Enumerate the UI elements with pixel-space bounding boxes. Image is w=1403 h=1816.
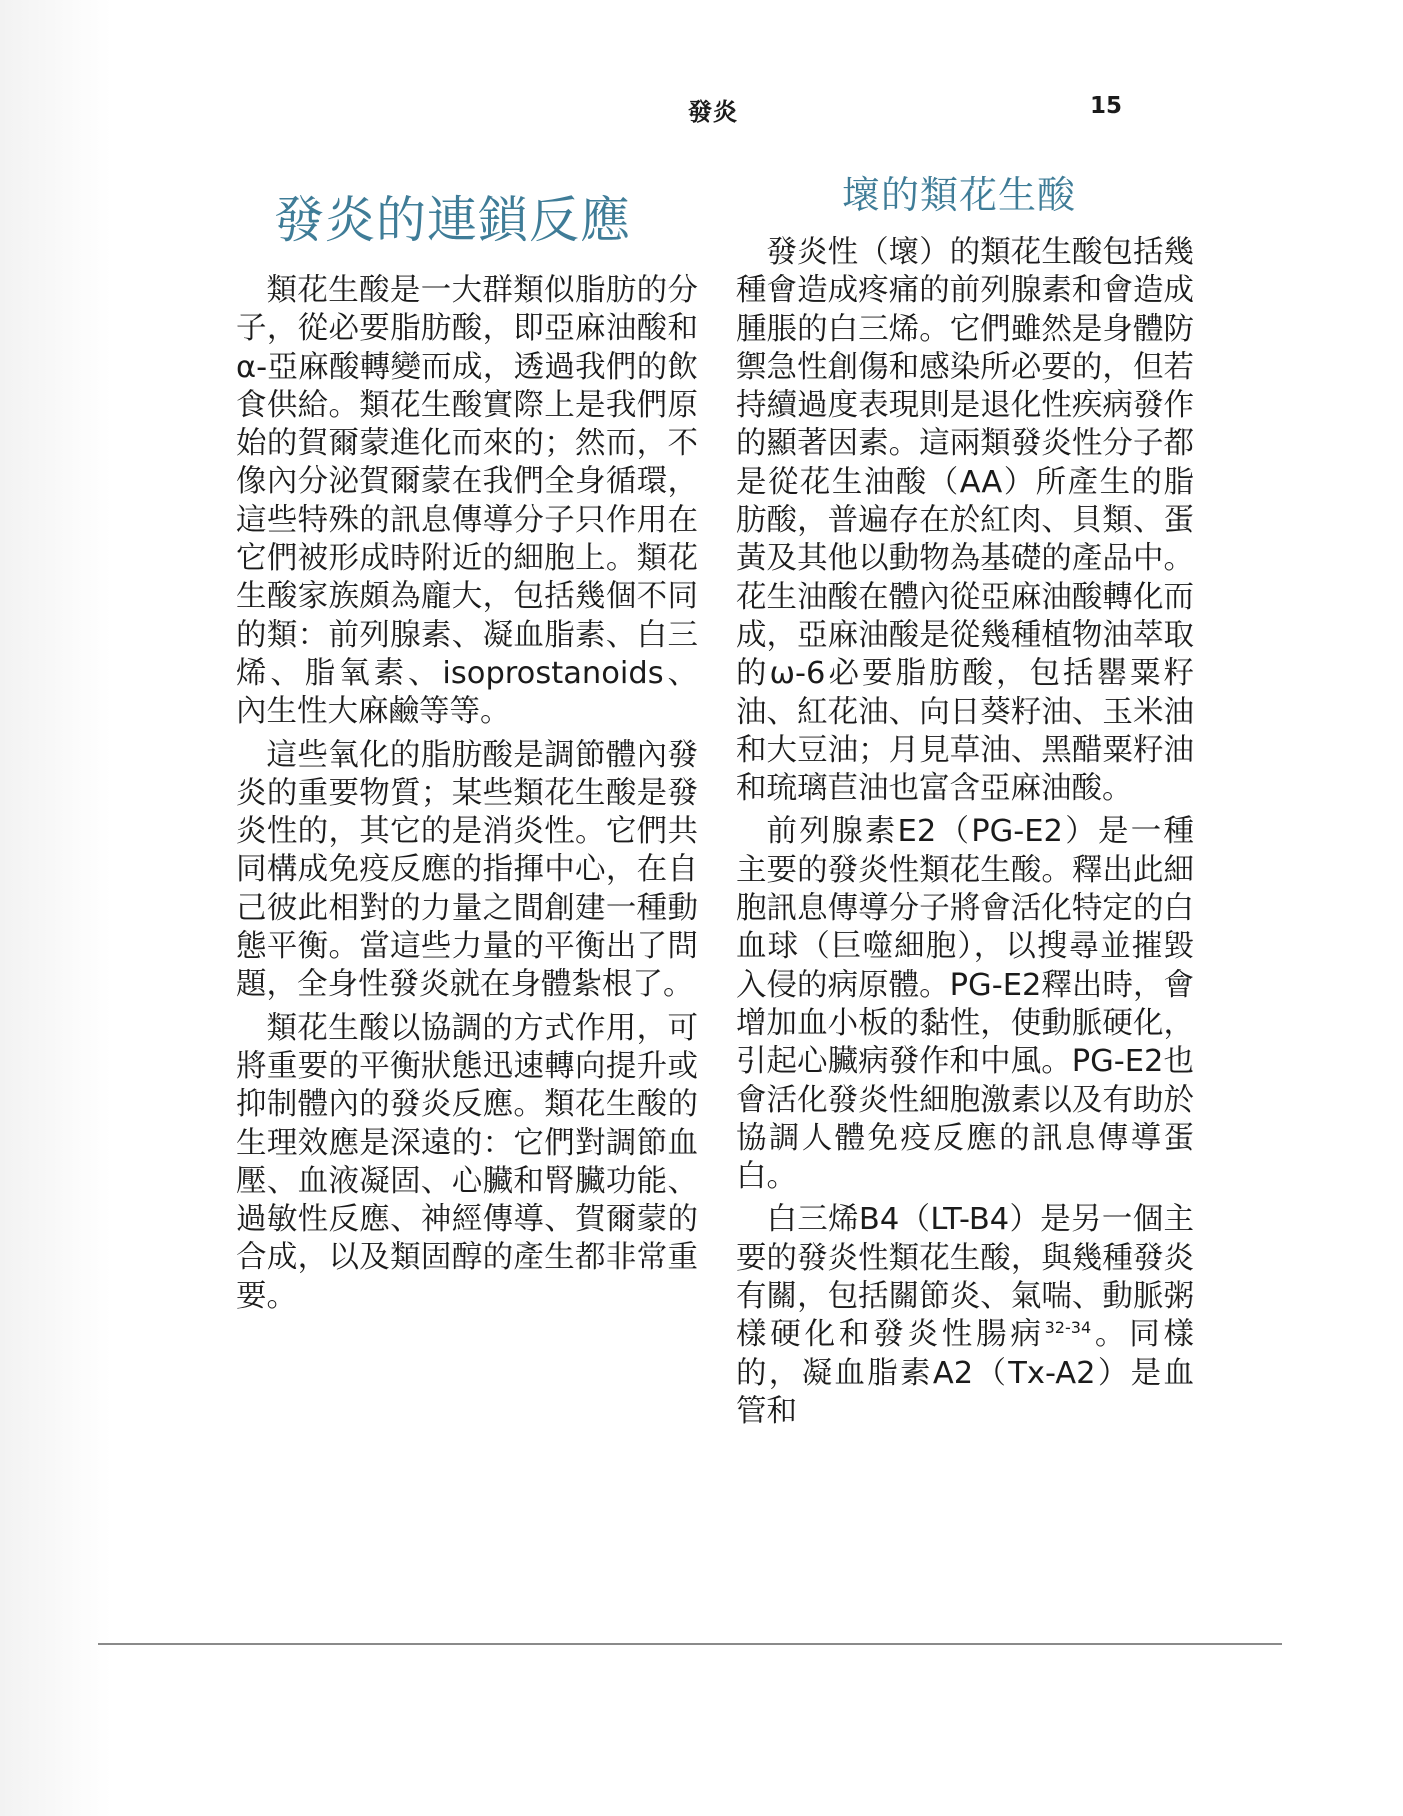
right-paragraph-1: 發炎性（壞）的類花生酸包括幾種會造成疼痛的前列腺素和會造成腫脹的白三烯。它們雖然是身體防禦急性創傷和感染所必要的，但若持續過度表現則是退化性疾病發作的顯著因素。這兩類發炎性分子都是從花生油酸（AA）所產生的脂肪酸，普遍存在於紅肉、貝類、蛋黃及其他以動物為基礎的產品中。花生油酸在體內從亞麻油酸轉化而成，亞麻油酸是從幾種植物油萃取的ω-6必要脂肪酸，包括罌粟籽油、紅花油、向日葵籽油、玉米油和大豆油；月見草油、黑醋粟籽油和琉璃苣油也富含亞麻油酸。 — [736, 235, 1194, 807]
right-section-title: 壞的類花生酸 — [842, 173, 1077, 217]
left-section-title: 發炎的連鎖反應 — [274, 191, 631, 249]
left-paragraph-3: 類花生酸以協調的方式作用，可將重要的平衡狀態迅速轉向提升或抑制體內的發炎反應。類花生酸的生理效應是深遠的：它們對調節血壓、血液凝固、心臟和腎臟功能、過敏性反應、神經傳導、賀爾蒙的合成，以及類固醇的產生都非常重要。 — [236, 1010, 698, 1314]
left-column — [236, 272, 698, 1321]
left-paragraph-2: 這些氧化的脂肪酸是調節體內發炎的重要物質；某些類花生酸是發炎性的，其它的是消炎性。它們共同構成免疫反應的指揮中心，在自己彼此相對的力量之間創建一種動態平衡。當這些力量的平衡出了問題，全身性發炎就在身體紮根了。 — [236, 737, 698, 1003]
right-paragraph-2: 前列腺素E2（PG-E2）是一種主要的發炎性類花生酸。釋出此細胞訊息傳導分子將會活化特定的白血球（巨噬細胞），以搜尋並摧毀入侵的病原體。PG-E2釋出時，會增加血小板的黏性，使動脈硬化，引起心臟病發作和中風。PG-E2也會活化發炎性細胞激素以及有助於協調人體免疫反應的訊息傳導蛋白。 — [736, 814, 1194, 1195]
right-paragraph-3 — [736, 1201, 1194, 1431]
bottom-rule — [98, 1643, 1282, 1645]
left-paragraph-1: 類花生酸是一大群類似脂肪的分子，從必要脂肪酸，即亞麻油酸和α-亞麻酸轉變而成，透過我們的飲食供給。類花生酸實際上是我們原始的賀爾蒙進化而來的；然而，不像內分泌賀爾蒙在我們全身循環，這些特殊的訊息傳導分子只作用在它們被形成時附近的細胞上。類花生酸家族頗為龐大，包括幾個不同的類：前列腺素、凝血脂素、白三烯、脂氧素、isoprostanoids、內生性大麻鹼等等。 — [236, 273, 698, 730]
page-number: 15 — [1089, 93, 1122, 119]
scan-shadow-edge — [0, 0, 112, 1816]
right-paragraph-3-text: 白三烯B4（LT-B4）是另一個主要的發炎性類花生酸，與幾種發炎有關，包括關節炎、氣喘、動脈粥樣硬化和發炎性腸病 — [736, 1202, 1194, 1353]
right-column — [736, 234, 1194, 1436]
citation-superscript: 32-34 — [1044, 1318, 1092, 1338]
running-title: 發炎 — [688, 98, 738, 126]
running-header — [300, 92, 1122, 128]
right-paragraph-3-continued: 。同樣的，凝血脂素A2（Tx-A2）是血管和 — [736, 1317, 1194, 1429]
